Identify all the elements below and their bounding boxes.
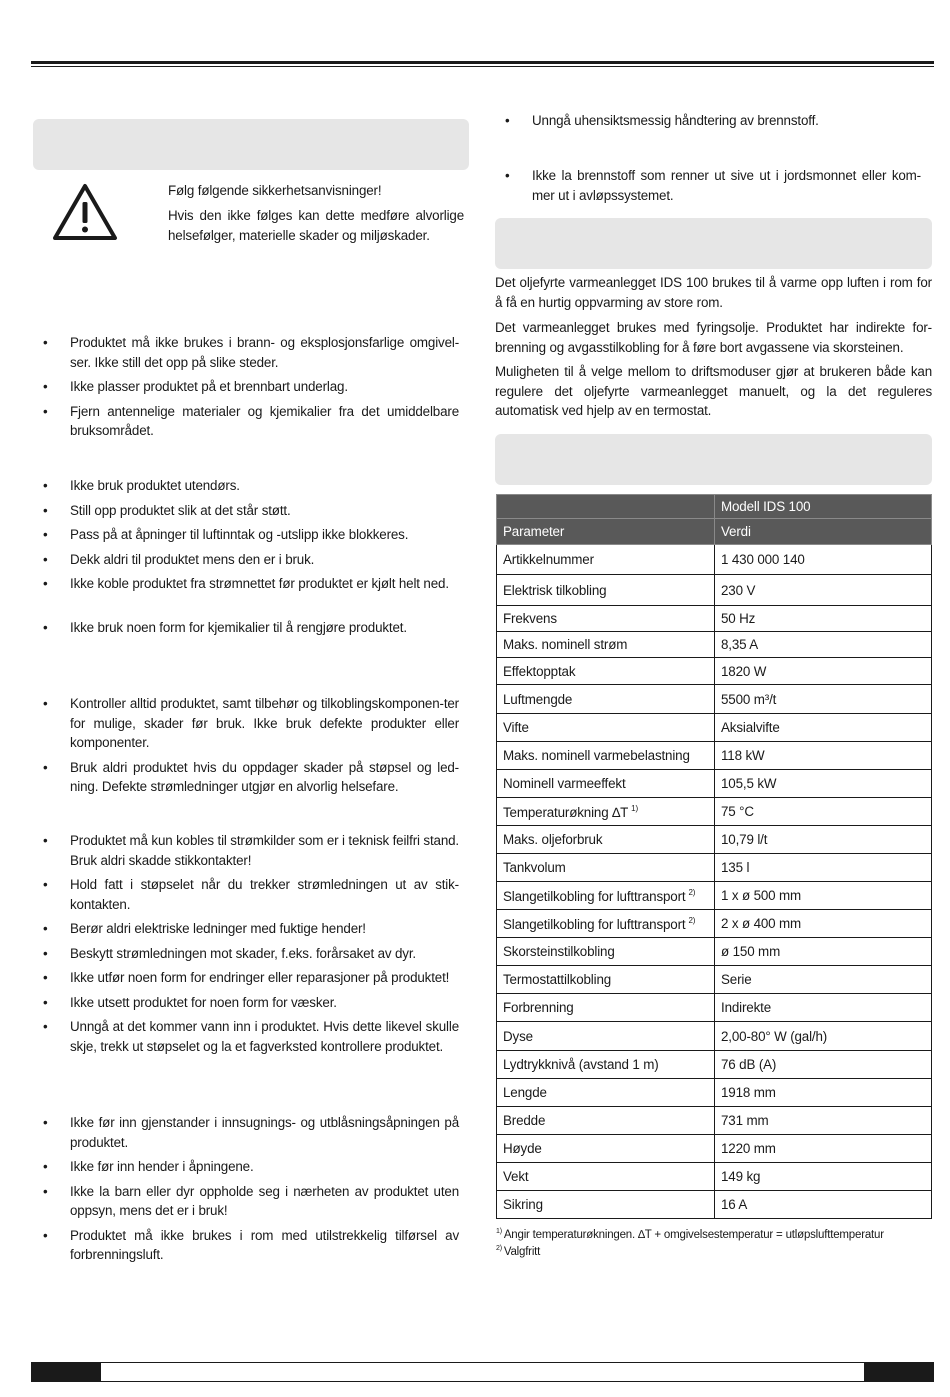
- parameter-cell: [497, 770, 715, 798]
- list-item: [43, 1017, 459, 1076]
- parameter-cell: [497, 854, 715, 882]
- bullet-dot: •: [43, 1227, 48, 1243]
- bullet-dot: •: [43, 1115, 48, 1130]
- bullet-dot: •: [43, 1019, 48, 1034]
- list-item: [43, 377, 459, 397]
- technical-data-heading-bar: [495, 434, 932, 485]
- table-row: [497, 994, 932, 1022]
- parameter-text: Vekt: [503, 1169, 529, 1184]
- list-item: [43, 1113, 459, 1152]
- header-rule-thin: [31, 66, 934, 67]
- value-cell: 10,79 l/t: [715, 826, 932, 854]
- table-row: [497, 854, 932, 882]
- list-item: [43, 525, 459, 545]
- footnote-ref: 1): [631, 803, 638, 813]
- footnote-text: Valgfritt: [503, 1246, 541, 1258]
- list-item: [43, 501, 459, 521]
- list-item: [43, 402, 459, 441]
- list-item-text: Beskytt strømledningen mot skader, f.eks. forårsaket av dyr.: [70, 945, 416, 961]
- bullet-dot: •: [43, 833, 48, 848]
- parameter-text: Tankvolum: [503, 860, 566, 875]
- footnote-text: Angir temperaturøkningen. ∆T + omgivelsestemperatur = utløpslufttemperatur: [503, 1229, 884, 1241]
- list-item: [505, 166, 921, 206]
- list-item-text: Hold fatt i støpselet når du trekker strømledningen ut av stik-kontakten.: [70, 877, 459, 912]
- parameter-text: Luftmengde: [503, 691, 573, 707]
- parameter-text: Lydtrykknivå (avstand 1 m): [503, 1057, 659, 1072]
- value-cell: 8,35 A: [715, 632, 932, 658]
- parameter-text: Termostattilkobling: [503, 972, 612, 987]
- list-item: [43, 1226, 459, 1265]
- bullet-dot: •: [43, 1183, 48, 1199]
- list-item-text: Ikke koble produktet fra strømnettet før produktet er kjølt helt ned.: [70, 576, 449, 591]
- table-header-empty: [497, 495, 715, 519]
- table-row: [497, 1051, 932, 1079]
- bullet-dot: •: [43, 945, 48, 961]
- warning-line-2: Hvis den ikke følges kan dette medføre alvorlige helsefølger, materielle skader og miljøskader.: [168, 208, 464, 243]
- list-item: [43, 1182, 459, 1221]
- table-row: [497, 1107, 932, 1135]
- parameter-cell: [497, 685, 715, 714]
- table-row: [497, 882, 932, 910]
- parameter-cell: [497, 1107, 715, 1135]
- list-item: [43, 550, 459, 570]
- value-cell: 1 x ø 500 mm: [715, 882, 932, 910]
- parameter-cell: [497, 910, 715, 938]
- footnote: [496, 1241, 540, 1260]
- list-item: [43, 993, 459, 1013]
- warning-line-1: Følg følgende sikkerhetsanvisninger!: [168, 183, 382, 198]
- footer-rule-bottom: [31, 1381, 934, 1382]
- bullet-dot: •: [43, 379, 48, 394]
- value-cell: 2 x ø 400 mm: [715, 910, 932, 938]
- list-item: [43, 574, 459, 613]
- list-item: [43, 919, 459, 939]
- footer-block-right: [864, 1362, 934, 1382]
- parameter-cell: [497, 1135, 715, 1163]
- table-row: [497, 1135, 932, 1163]
- parameter-cell: [497, 966, 715, 994]
- list-item: [505, 111, 925, 131]
- parameter-text: Maks. oljeforbruk: [503, 832, 603, 847]
- value-cell: 1220 mm: [715, 1135, 932, 1163]
- table-row: [497, 632, 932, 658]
- parameter-text: Dyse: [503, 1028, 533, 1044]
- value-cell: 76 dB (A): [715, 1051, 932, 1079]
- table-header-row: [497, 495, 932, 519]
- value-cell: 135 l: [715, 854, 932, 882]
- warning-triangle-icon: [52, 183, 118, 241]
- value-cell: ø 150 mm: [715, 938, 932, 966]
- footer-rule-top: [31, 1362, 934, 1363]
- bullet-dot: •: [43, 1159, 48, 1174]
- list-item-text: Ikke før inn gjenstander i innsugnings- og utblåsningsåpningen på produktet.: [70, 1115, 459, 1150]
- list-item-text: Ikke la barn eller dyr oppholde seg i nærheten av produktet uten oppsyn, mens det er i bruk!: [70, 1183, 459, 1218]
- column-header-value: Verdi: [715, 519, 932, 545]
- parameter-cell: [497, 994, 715, 1022]
- table-header-row: [497, 519, 932, 545]
- table-row: [497, 1022, 932, 1051]
- bullet-dot: •: [43, 877, 48, 892]
- table-row: [497, 1191, 932, 1219]
- column-header-parameter: Parameter: [497, 519, 715, 545]
- parameter-text: Temperaturøkning ∆T: [503, 804, 629, 820]
- parameter-text: Effektopptak: [503, 663, 576, 679]
- list-item-text: Ikke plasser produktet på et brennbart underlag.: [70, 379, 348, 394]
- list-item-text: Unngå uhensiktsmessig håndtering av brennstoff.: [532, 113, 819, 128]
- intended-use-paragraph-1: Det oljefyrte varmeanlegget IDS 100 brukes til å varme opp luften i rom for å få en hurtig oppvarming av store rom.: [495, 275, 932, 310]
- table-row: [497, 1163, 932, 1191]
- table-row: [497, 606, 932, 632]
- parameter-text: Vifte: [503, 720, 529, 735]
- list-item: [43, 1157, 459, 1177]
- parameter-text: Artikkelnummer: [503, 552, 594, 567]
- footer-block-left: [31, 1362, 101, 1382]
- value-cell: Serie: [715, 966, 932, 994]
- table-row: [497, 685, 932, 714]
- list-item-text: Fjern antennelige materialer og kjemikalier fra det umiddelbare bruksområdet.: [70, 403, 459, 438]
- parameter-text: Elektrisk tilkobling: [503, 582, 607, 598]
- list-item-text: Ikke før inn hender i åpningene.: [70, 1159, 254, 1174]
- value-cell: 731 mm: [715, 1107, 932, 1135]
- parameter-text: Bredde: [503, 1113, 546, 1128]
- list-item: [43, 618, 459, 638]
- parameter-cell: [497, 575, 715, 606]
- list-item: [43, 968, 459, 988]
- parameter-cell: [497, 1022, 715, 1051]
- list-item-text: Ikke bruk produktet utendørs.: [70, 478, 240, 493]
- table-row: [497, 770, 932, 798]
- value-cell: Indirekte: [715, 994, 932, 1022]
- bullet-dot: •: [43, 527, 48, 542]
- table-row: [497, 658, 932, 685]
- table-row: [497, 1079, 932, 1107]
- list-item-text: Ikke utsett produktet for noen form for væsker.: [70, 994, 337, 1010]
- table-row: [497, 826, 932, 854]
- value-cell: 1918 mm: [715, 1079, 932, 1107]
- bullet-dot: •: [43, 759, 48, 775]
- parameter-cell: [497, 1079, 715, 1107]
- list-item-text: Pass på at åpninger til luftinntak og -utslipp ikke blokkeres.: [70, 527, 409, 542]
- parameter-text: Skorsteinstilkobling: [503, 944, 615, 959]
- bullet-dot: •: [505, 113, 510, 128]
- table-row: [497, 575, 932, 606]
- table-row: [497, 910, 932, 938]
- list-item-text: Dekk aldri til produktet mens den er i bruk.: [70, 551, 315, 567]
- parameter-cell: [497, 882, 715, 910]
- bullet-dot: •: [43, 335, 48, 350]
- table-row: [497, 545, 932, 575]
- parameter-text: Lengde: [503, 1085, 547, 1100]
- footnote-ref: 2): [688, 915, 696, 925]
- parameter-cell: [497, 1163, 715, 1191]
- parameter-cell: [497, 742, 715, 770]
- bullet-dot: •: [43, 970, 48, 985]
- table-row: [497, 714, 932, 742]
- parameter-cell: [497, 632, 715, 658]
- list-item: [43, 944, 459, 964]
- parameter-cell: [497, 938, 715, 966]
- parameter-text: Forbrenning: [503, 1000, 574, 1015]
- parameter-cell: [497, 545, 715, 575]
- footnote: [496, 1224, 884, 1243]
- parameter-text: Nominell varmeeffekt: [503, 776, 626, 791]
- table-row: [497, 966, 932, 994]
- parameter-cell: [497, 798, 715, 826]
- value-cell: 118 kW: [715, 742, 932, 770]
- bullet-dot: •: [43, 403, 48, 419]
- value-cell: 5500 m³/t: [715, 685, 932, 714]
- value-cell: 50 Hz: [715, 606, 932, 632]
- parameter-cell: [497, 606, 715, 632]
- footnote-mark: 1): [496, 1228, 502, 1235]
- table-row: [497, 742, 932, 770]
- intended-use-heading-bar: [495, 218, 932, 269]
- value-cell: 230 V: [715, 575, 932, 606]
- value-cell: 2,00-80° W (gal/h): [715, 1022, 932, 1051]
- list-item: [43, 831, 459, 870]
- bullet-dot: •: [43, 576, 48, 591]
- parameter-cell: [497, 1051, 715, 1079]
- list-item-text: Produktet må ikke brukes i rom med utilstrekkelig tilførsel av forbrenningsluft.: [70, 1227, 459, 1262]
- value-cell: 1 430 000 140: [715, 545, 932, 575]
- parameter-text: Slangetilkobling for lufttransport: [503, 916, 686, 932]
- bullet-dot: •: [43, 620, 48, 635]
- value-cell: 16 A: [715, 1191, 932, 1219]
- bullet-dot: •: [43, 994, 48, 1010]
- table-row: [497, 938, 932, 966]
- intended-use-paragraph-2: Det varmeanlegget brukes med fyringsolje. Produktet har indirekte for-brenning og avgasstilkobling for å føre bort avgassene via skorsteinen.: [495, 320, 932, 355]
- parameter-text: Maks. nominell strøm: [503, 637, 628, 652]
- parameter-text: Frekvens: [503, 611, 557, 626]
- parameter-text: Slangetilkobling for lufttransport: [503, 888, 686, 904]
- value-cell: Aksialvifte: [715, 714, 932, 742]
- bullet-dot: •: [43, 696, 48, 711]
- list-item-text: Kontroller alltid produktet, samt tilbehør og tilkoblingskomponen-ter for mulige, skader før bruk. Ikke bruk defekte produkter eller komponenter.: [70, 696, 459, 750]
- value-cell: 1820 W: [715, 658, 932, 685]
- table-row: [497, 798, 932, 826]
- list-item-text: Bruk aldri produktet hvis du oppdager skader på støpsel og led-ning. Defekte strømledninger utgjør en alvorlig helsefare.: [70, 759, 459, 794]
- list-item-text: Still opp produktet slik at det står støtt.: [70, 502, 291, 518]
- safety-heading-bar: [33, 119, 469, 170]
- bullet-dot: •: [43, 921, 48, 936]
- list-item-text: Ikke utfør noen form for endringer eller reparasjoner på produktet!: [70, 970, 450, 985]
- value-cell: 105,5 kW: [715, 770, 932, 798]
- parameter-cell: [497, 658, 715, 685]
- list-item: [43, 476, 459, 496]
- bullet-dot: •: [43, 478, 48, 493]
- value-cell: 75 °C: [715, 798, 932, 826]
- list-item-text: Berør aldri elektriske ledninger med fuktige hender!: [70, 921, 366, 936]
- parameter-cell: [497, 714, 715, 742]
- list-item-text: Unngå at det kommer vann inn i produktet. Hvis dette likevel skulle skje, trekk ut støpselet og la et fagverksted kontrollere produktet.: [70, 1019, 459, 1054]
- list-item-text: Produktet må kun kobles til strømkilder som er i teknisk feilfri stand. Bruk aldri skadde stikkontakter!: [70, 833, 459, 868]
- footnote-ref: 2): [688, 887, 696, 897]
- list-item: [43, 333, 459, 372]
- bullet-dot: •: [43, 502, 48, 518]
- list-item: [43, 758, 459, 797]
- parameter-text: Høyde: [503, 1141, 542, 1156]
- parameter-cell: [497, 826, 715, 854]
- parameter-text: Sikring: [503, 1197, 543, 1212]
- footnote-mark: 2): [496, 1245, 502, 1252]
- list-item-text: Ikke la brennstoff som renner ut sive ut i jordsmonnet eller kom-mer ut i avløpssystemet.: [532, 168, 921, 203]
- parameter-cell: [497, 1191, 715, 1219]
- technical-data-table: [496, 494, 932, 1219]
- header-rule-thick: [31, 61, 934, 64]
- intended-use-paragraph-3: Muligheten til å velge mellom to driftsmoduser gjør at brukeren både kan regulere det oljefyrte varmeanlegget manuelt, og la det reguleres automatisk ved hjelp av en termostat.: [495, 364, 932, 418]
- list-item: [43, 694, 459, 753]
- list-item-text: Ikke bruk noen form for kjemikalier til å rengjøre produktet.: [70, 620, 407, 635]
- bullet-dot: •: [505, 168, 510, 183]
- list-item-text: Produktet må ikke brukes i brann- og eksplosjonsfarlige omgivel-ser. Ikke still det opp på slike steder.: [70, 335, 459, 370]
- bullet-dot: •: [43, 551, 48, 567]
- model-header: Modell IDS 100: [715, 495, 932, 519]
- value-cell: 149 kg: [715, 1163, 932, 1191]
- parameter-text: Maks. nominell varmebelastning: [503, 748, 690, 763]
- list-item: [43, 875, 459, 914]
